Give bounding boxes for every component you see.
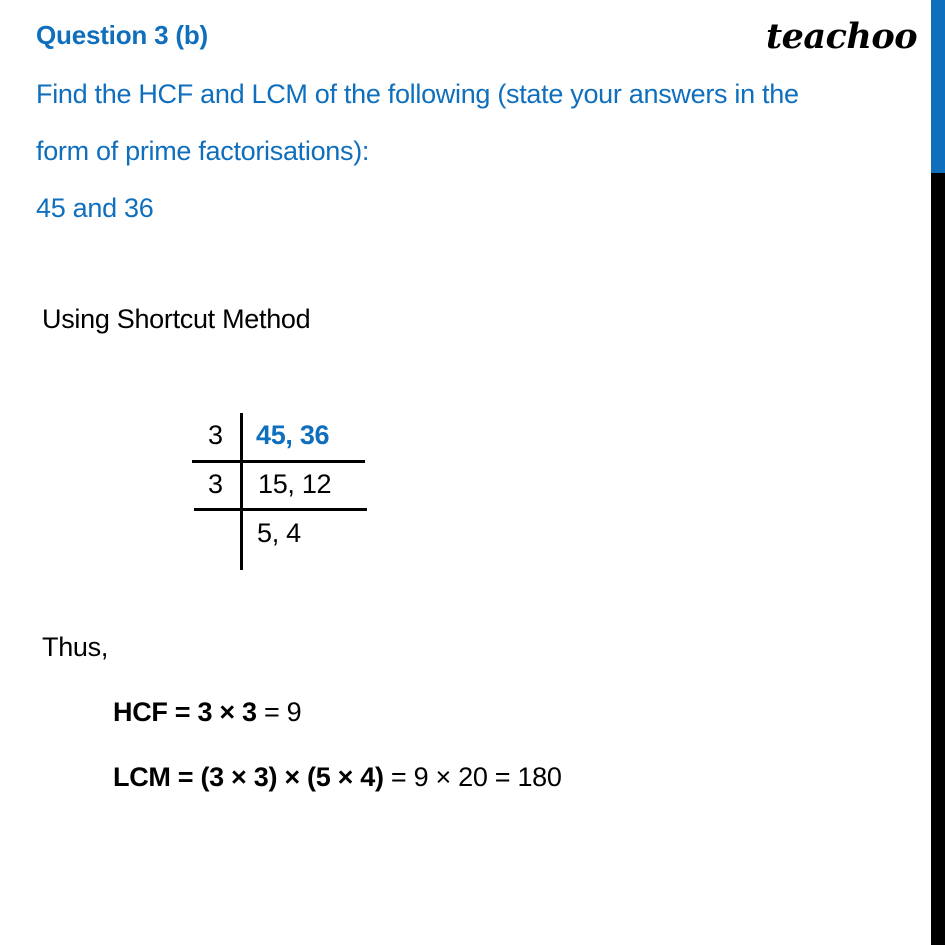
hcf-expression: HCF = 3 × 3 xyxy=(113,697,257,727)
divisor-row-1: 3 xyxy=(208,420,223,450)
lcm-value: = 9 × 20 = 180 xyxy=(383,762,562,792)
question-title: Question 3 (b) xyxy=(36,20,208,50)
dividend-row-3: 5, 4 xyxy=(257,518,301,548)
hcf-value: = 9 xyxy=(256,697,302,727)
sidebar-dark-bar xyxy=(931,173,945,945)
division-row-divider-2 xyxy=(194,508,367,511)
divisor-row-2: 3 xyxy=(208,469,223,499)
method-label: Using Shortcut Method xyxy=(42,304,311,334)
question-numbers: 45 and 36 xyxy=(36,193,154,223)
lcm-result xyxy=(113,762,562,793)
dividend-row-1: 45, 36 xyxy=(256,420,330,450)
teachoo-logo: teachoo xyxy=(766,16,918,57)
sidebar-accent-bar xyxy=(931,0,945,173)
thus-label: Thus, xyxy=(42,632,109,662)
hcf-result xyxy=(113,697,301,728)
question-text-line-1: Find the HCF and LCM of the following (state your answers in the xyxy=(36,79,799,109)
division-vertical-line xyxy=(240,413,243,570)
question-text-line-2: form of prime factorisations): xyxy=(36,136,370,166)
division-row-divider-1 xyxy=(192,460,365,463)
lcm-expression: LCM = (3 × 3) × (5 × 4) xyxy=(113,762,384,792)
dividend-row-2: 15, 12 xyxy=(258,469,332,499)
